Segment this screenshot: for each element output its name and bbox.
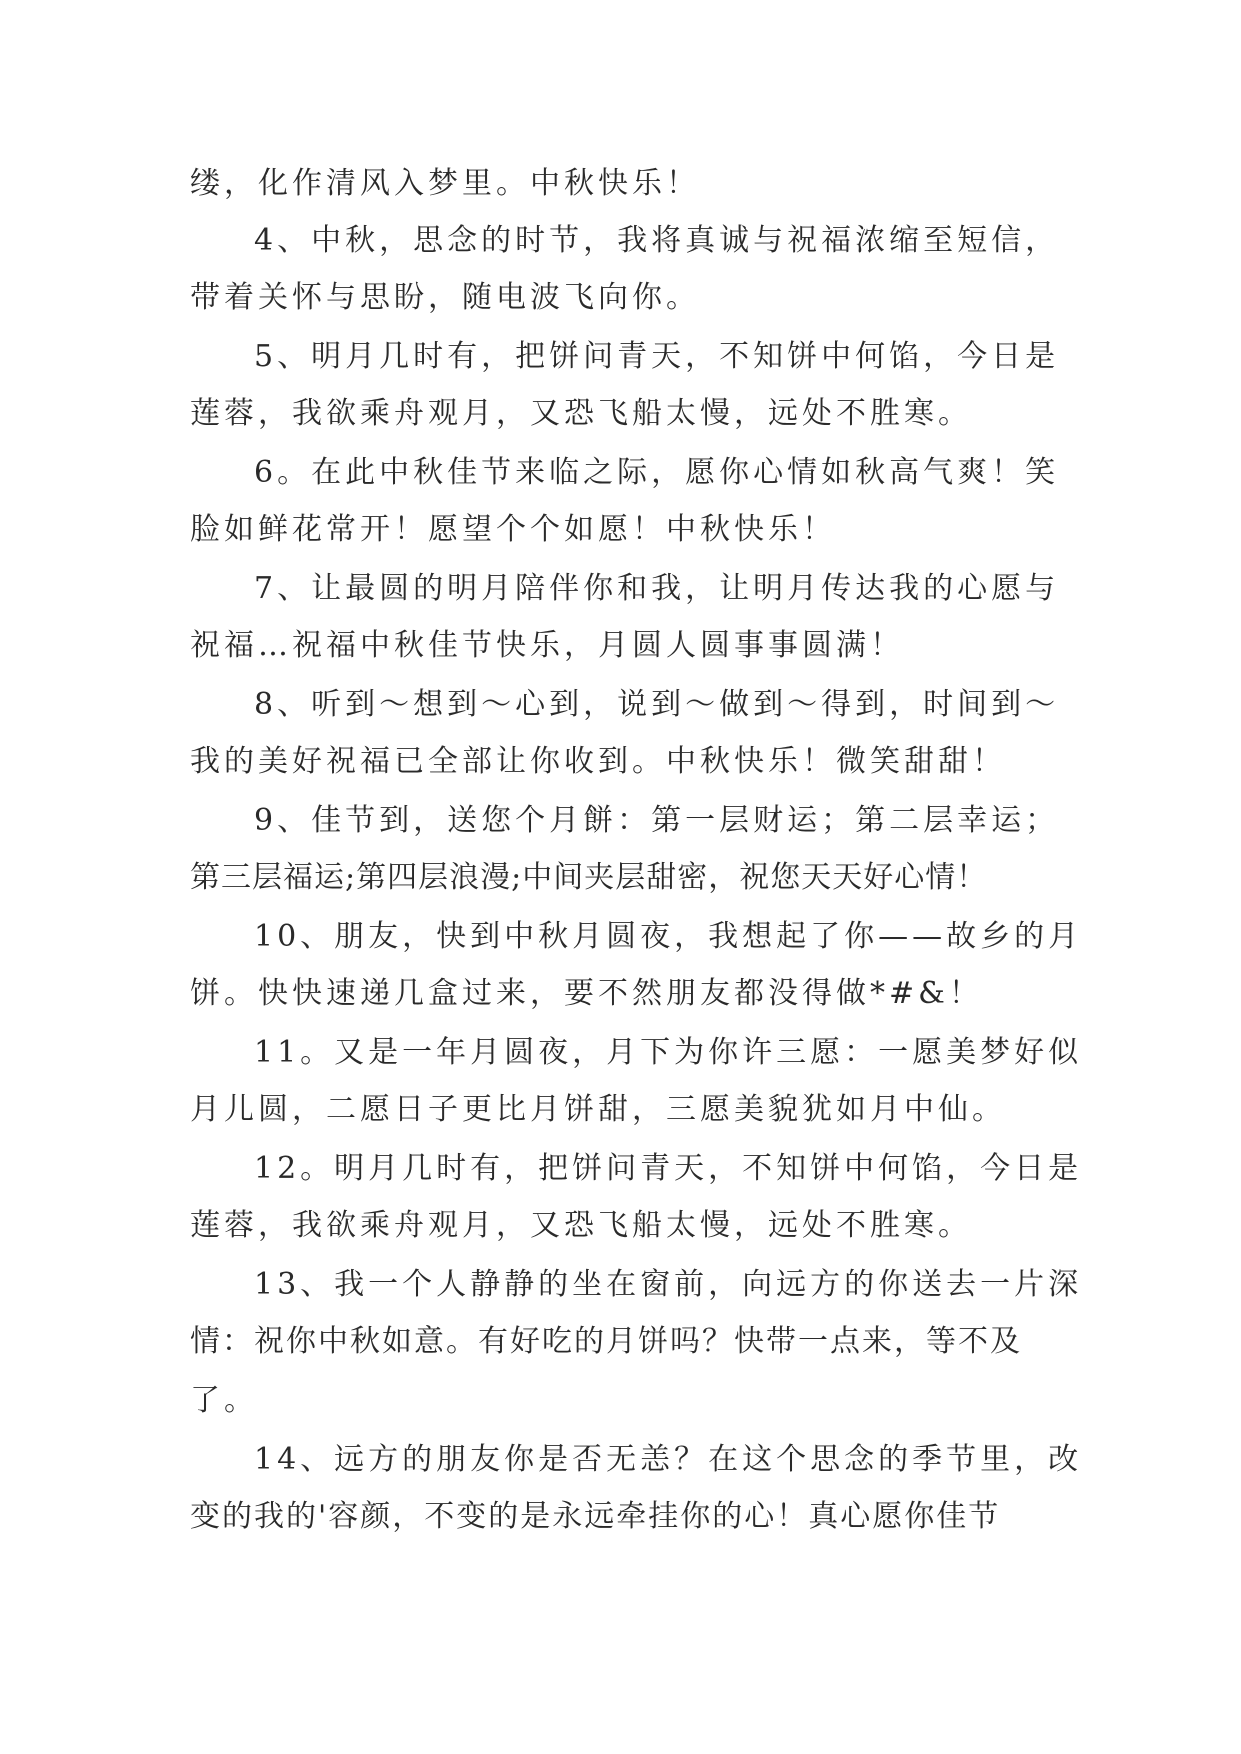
- text-line: 饼。快快速递几盒过来，要不然朋友都没得做*#&！: [190, 976, 983, 1011]
- text-line: 4、中秋，思念的时节，我将真诚与祝福浓缩至短信，: [254, 223, 1060, 258]
- text-line: 11。又是一年月圆夜，月下为你许三愿：一愿美梦好似: [254, 1035, 1083, 1070]
- text-line: 7、让最圆的明月陪伴你和我，让明月传达我的心愿与: [254, 571, 1060, 606]
- text-line: 5、明月几时有，把饼问青天，不知饼中何馅，今日是: [254, 339, 1060, 374]
- text-line: 脸如鲜花常开！愿望个个如愿！中秋快乐！: [190, 512, 836, 547]
- text-line: 12。明月几时有，把饼问青天，不知饼中何馅，今日是: [254, 1151, 1083, 1186]
- text-line: 我的美好祝福已全部让你收到。中秋快乐！微笑甜甜！: [190, 744, 1006, 779]
- text-line: 了。: [190, 1383, 258, 1418]
- text-line: 14、远方的朋友你是否无恙？在这个思念的季节里，改: [254, 1442, 1083, 1477]
- text-line: 月儿圆，二愿日子更比月饼甜，三愿美貌犹如月中仙。: [190, 1092, 1006, 1127]
- text-line: 10、朋友，快到中秋月圆夜，我想起了你——故乡的月: [254, 919, 1083, 954]
- text-line: 变的我的'容颜，不变的是永远牵挂你的心！真心愿你佳节: [190, 1499, 1001, 1534]
- text-line: 莲蓉，我欲乘舟观月，又恐飞船太慢，远处不胜寒。: [190, 396, 972, 431]
- text-line: 莲蓉，我欲乘舟观月，又恐飞船太慢，远处不胜寒。: [190, 1208, 972, 1243]
- text-line: 13、我一个人静静的坐在窗前，向远方的你送去一片深: [254, 1267, 1083, 1302]
- text-line: 缕，化作清风入梦里。中秋快乐！: [190, 166, 700, 201]
- text-line: 情：祝你中秋如意。有好吃的月饼吗？快带一点来，等不及: [190, 1324, 1022, 1359]
- text-line: 9、佳节到，送您个月餅：第一层财运；第二层幸运；: [254, 803, 1060, 838]
- text-line: 6。在此中秋佳节来临之际，愿你心情如秋高气爽！笑: [254, 455, 1060, 490]
- text-line: 第三层福运;第四层浪漫;中间夹层甜密，祝您天天好心情！: [190, 860, 988, 895]
- text-line: 8、听到～想到～心到，说到～做到～得到，时间到～: [254, 687, 1060, 722]
- text-line: 祝福…祝福中秋佳节快乐，月圆人圆事事圆满！: [190, 628, 904, 663]
- text-line: 带着关怀与思盼，随电波飞向你。: [190, 280, 700, 315]
